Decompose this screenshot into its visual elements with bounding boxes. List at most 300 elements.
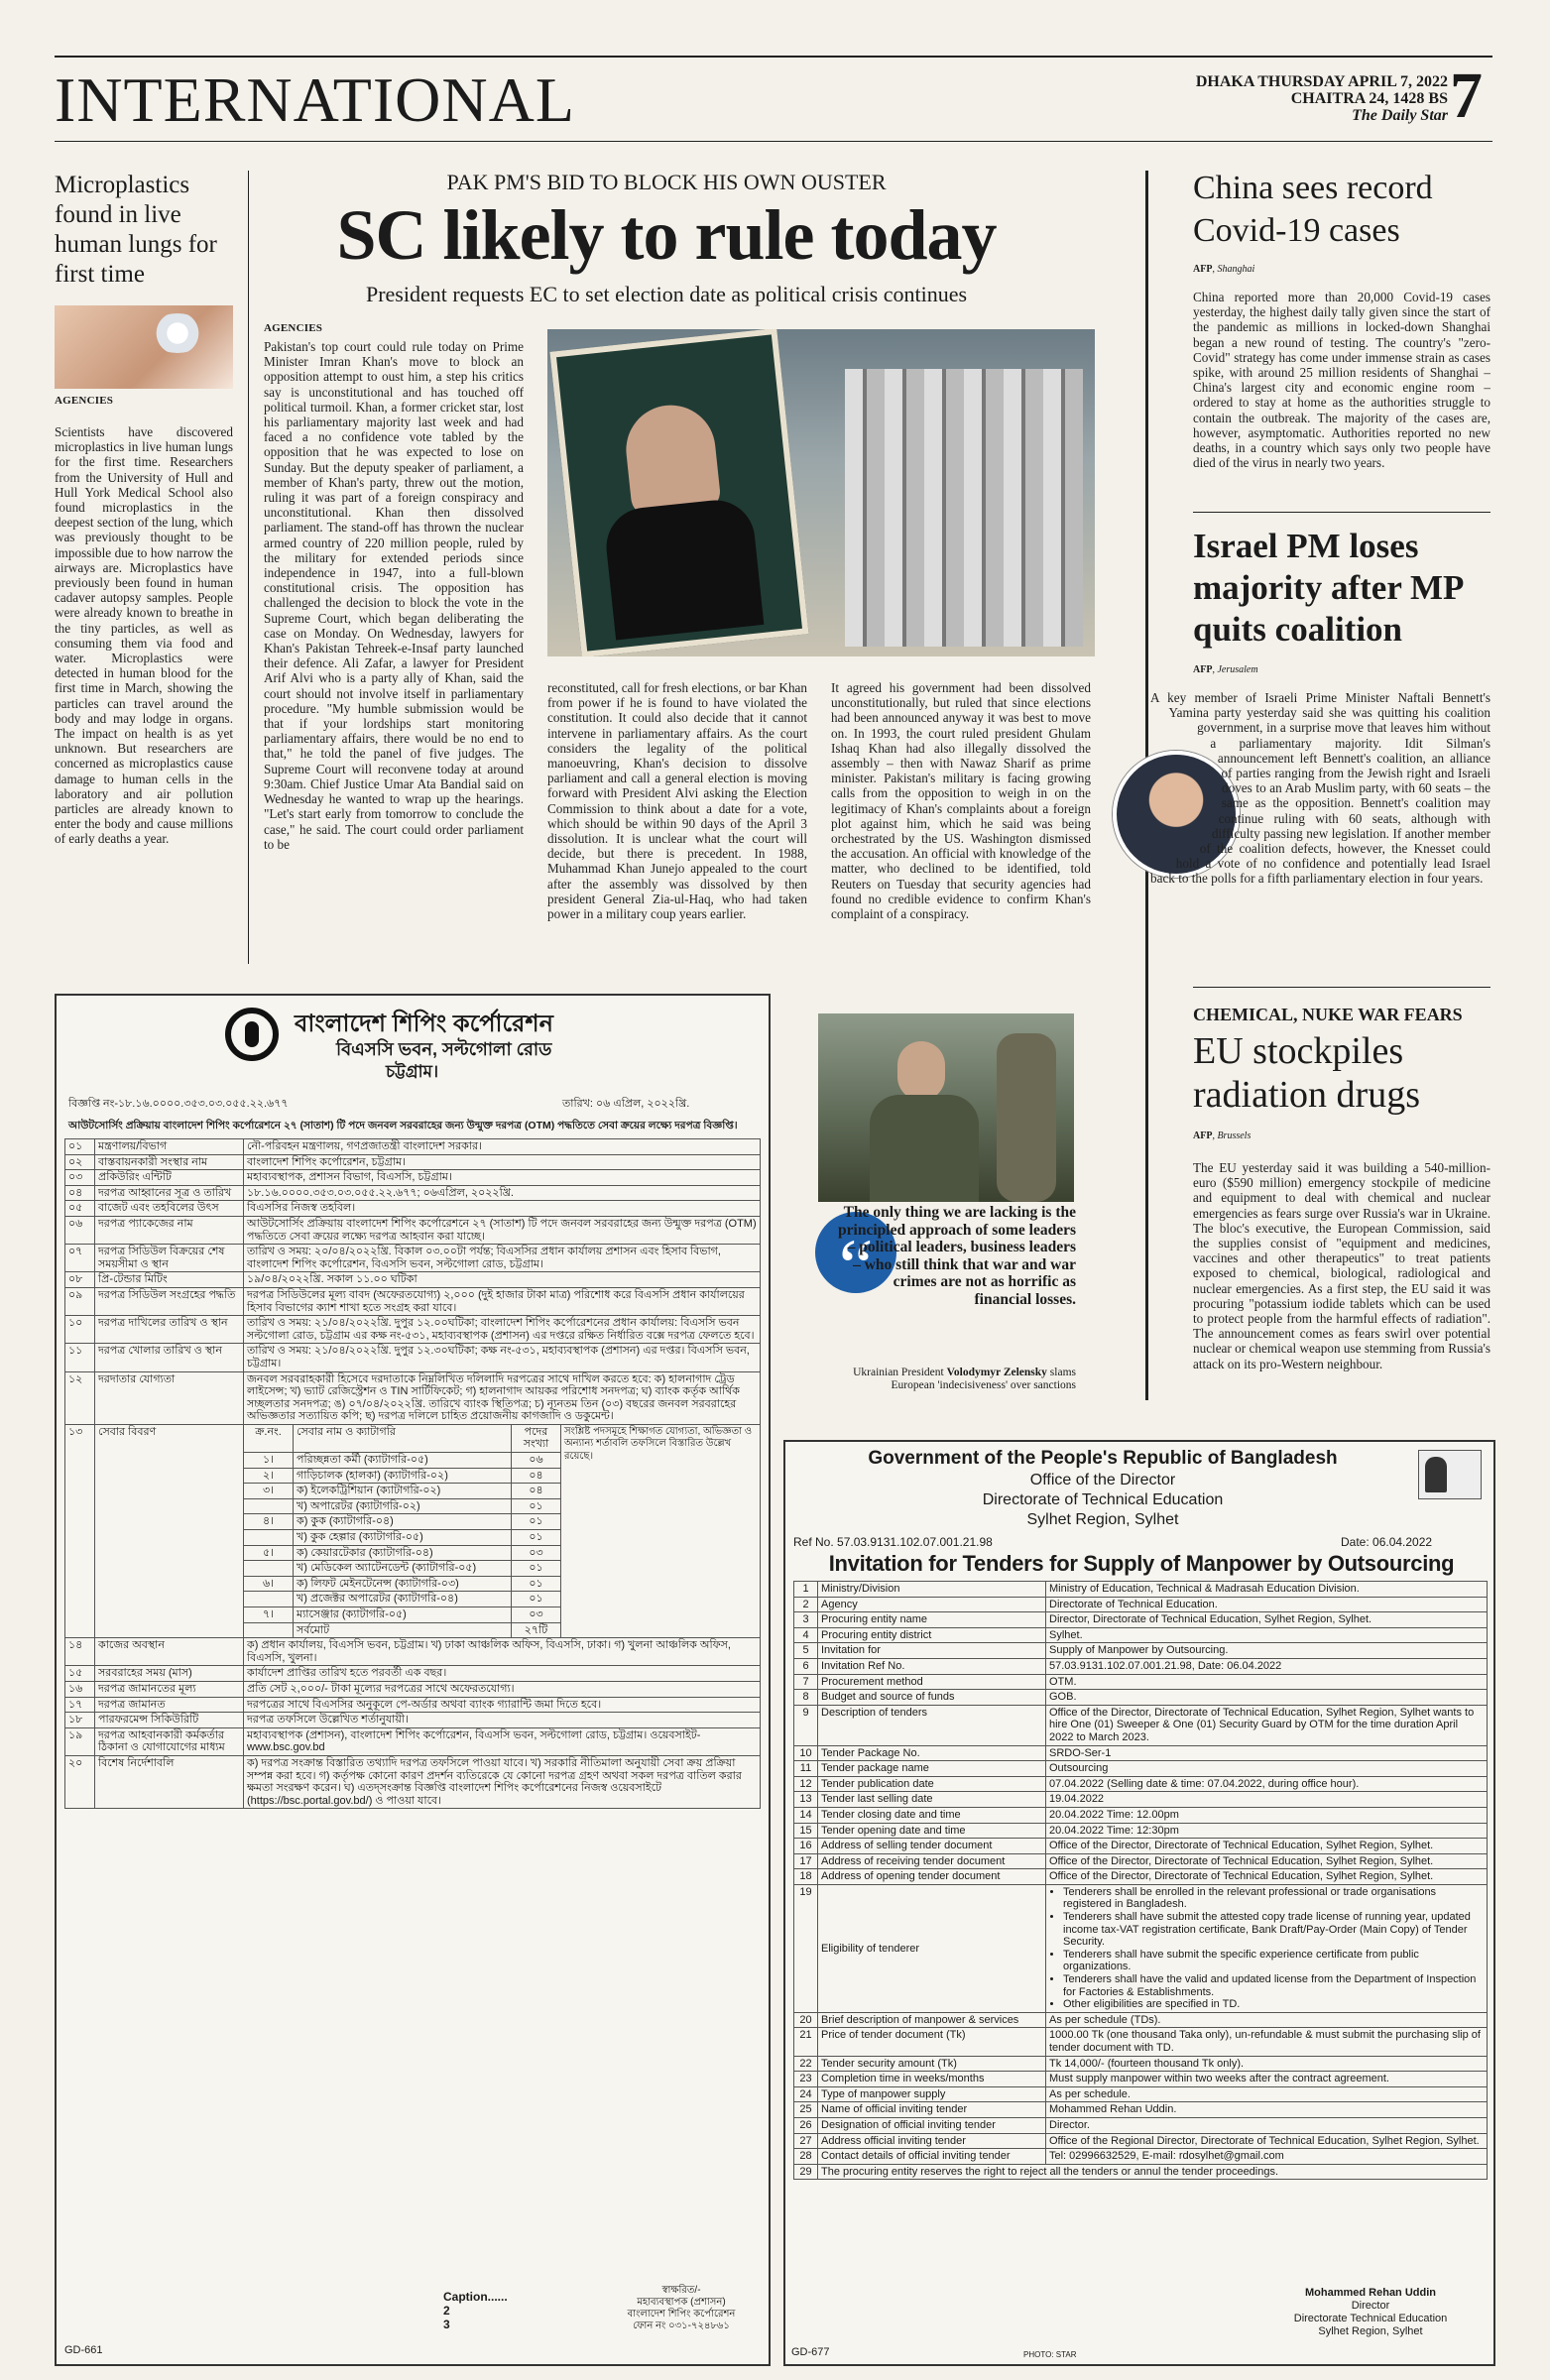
eu-kicker: CHEMICAL, NUKE WAR FEARS xyxy=(1193,1005,1463,1024)
mujib-logo-icon xyxy=(1418,1450,1482,1499)
svc-name: পরিচ্ছন্নতা কর্মী (ক্যাটাগরি-০৫) xyxy=(294,1453,512,1469)
row-value: Office of the Regional Director, Directorate of Technical Education, Sylhet Region, Sylhet. xyxy=(1046,2133,1488,2149)
eligibility-list xyxy=(1046,1884,1488,2012)
row-label: Type of manpower supply xyxy=(818,2086,1046,2102)
dte-row xyxy=(794,1776,1488,1792)
bsc-intro: আউটসোর্সিং প্রক্রিয়ায় বাংলাদেশ শিপিং কর্পোরেশনে ২৭ (সাতাশ) টি পদে জনবল সরবরাহের জন্য উন্মুক্ত দরপত্র (OTM) পদ্ধতিতে সেবা ক্রয়ের লক্ষ্যে দরপত্র বিজ্ঞপ্তি। xyxy=(68,1120,738,1131)
row-number: ১৮ xyxy=(65,1713,95,1728)
row-number: 24 xyxy=(794,2086,818,2102)
row-number: 10 xyxy=(794,1745,818,1761)
dte-row xyxy=(794,1761,1488,1777)
photo-credit: PHOTO: STAR xyxy=(1023,2350,1077,2359)
svc-count: ০১ xyxy=(512,1576,561,1592)
row-number: ১২ xyxy=(65,1371,95,1424)
svc-name: ক) ইলেকট্রিশিয়ান (ক্যাটাগরি-০২) xyxy=(294,1484,512,1499)
micro-headline: Microplastics found in live human lungs for first time xyxy=(55,172,217,288)
row-value: Tk 14,000/- (fourteen thousand Tk only). xyxy=(1046,2056,1488,2072)
svc-count: ২৭টি xyxy=(512,1622,561,1638)
pak-headline: SC likely to rule today xyxy=(336,195,997,275)
svc-head-name: সেবার নাম ও ক্যাটাগরি xyxy=(294,1424,512,1452)
bsc-row xyxy=(65,1201,761,1217)
row-number: 22 xyxy=(794,2056,818,2072)
svc-name: ক) কুক (ক্যাটাগরি-০৪) xyxy=(294,1514,512,1530)
row-label: Description of tenders xyxy=(818,1705,1046,1745)
dte-row xyxy=(794,2133,1488,2149)
row-number: 20 xyxy=(794,2012,818,2028)
row-number: 7 xyxy=(794,1674,818,1690)
row-label: Procuring entity name xyxy=(818,1612,1046,1628)
bsc-ref: বিজ্ঞপ্তি নং-১৮.১৬.০০০০.৩৫৩.০৩.০৫৫.২২.৬৭৭ xyxy=(68,1098,289,1110)
row-value: Ministry of Education, Technical & Madrasah Education Division. xyxy=(1046,1582,1488,1598)
row-label: পারফরমেন্স সিকিউরিটি xyxy=(95,1713,244,1728)
row-value: মহাব্যবস্থাপক, প্রশাসন বিভাগ, বিএসসি, চট্টগ্রাম। xyxy=(244,1170,761,1186)
row-number: ১৭ xyxy=(65,1697,95,1713)
row-number: 1 xyxy=(794,1582,818,1598)
svc-no: ২। xyxy=(244,1468,294,1484)
row-number: 11 xyxy=(794,1761,818,1777)
masthead-rule xyxy=(55,141,1492,142)
row-number: ০৯ xyxy=(65,1287,95,1315)
pak-col-2: reconstituted, call for fresh elections, or bar Khan from power if he is found to have violated the constitution. It could also decide that it cannot intervene in parliamentary affairs. As the court considers the legality of the political manoeuvring, Khan's decision to dissolve parliament and call a general election is moving forward with President Alvi asking the Election Commission to think about a date for a vote, which should be within 90 days of the April 3 dissolution. It is unclear what the court will decide, but there is precedent. In 1988, Muhammad Khan Junejo appealed to the court after the assembly was dissolved by then president General Zia-ul-Haq, who had taken power in a military coup years earlier. xyxy=(547,680,807,922)
bsc-row xyxy=(65,1371,761,1424)
dte-gov: Government of the People's Republic of Bangladesh xyxy=(868,1448,1338,1469)
dte-row xyxy=(794,1690,1488,1706)
row-number: 4 xyxy=(794,1627,818,1643)
row-label: Designation of official inviting tender xyxy=(818,2117,1046,2133)
row-number: ০৬ xyxy=(65,1216,95,1244)
row-value: দরপত্র তফসিলে উল্লেখিত শর্তানুযায়ী। xyxy=(244,1713,761,1728)
dte-tender-ad xyxy=(783,1440,1495,2366)
dte-row xyxy=(794,1792,1488,1808)
dte-gd: GD-677 xyxy=(791,2346,830,2358)
row-value: ক) দরপত্র সংক্রান্ত বিস্তারিত তথ্যাদি দরপত্র তফসিলে পাওয়া যাবে। খ) সরকারি নীতিমালা অনুযায়ী সেবা ক্রয় প্রক্রিয়া সম্পন্ন করা হবে। গ) কর্তৃপক্ষ কোনো কারণ প্রদর্শন ব্যতিরেকে যে কোনো দরপত্র গ্রহণ অথবা সকল দরপত্র বাতিল করার ক্ষমতা সংরক্ষণ করেন। ঘ) এতদ্‌সংক্রান্ত বিজ্ঞপ্তি বাংলাদেশ শিপিং কর্পোরেশনের নিজস্ব ওয়েবসাইটে (https://bsc.portal.gov.bd/) ও পাওয়া যাবে। xyxy=(244,1755,761,1808)
row-label: Eligibility of tenderer xyxy=(818,1884,1046,2012)
svc-count: ০৪ xyxy=(512,1468,561,1484)
caption-2: 2 xyxy=(443,2304,450,2318)
row-value: প্রতি সেট ২,০০০/- টাকা মূল্যের দরপত্রের সাথে অফেরতযোগ্য। xyxy=(244,1681,761,1697)
row-label: দরপত্র খোলার তারিখ ও স্থান xyxy=(95,1344,244,1371)
dte-row xyxy=(794,1597,1488,1612)
svc-name: ক) কেয়ারটেকার (ক্যাটাগরি-০৪) xyxy=(294,1545,512,1561)
row-label: মন্ত্রণালয়/বিভাগ xyxy=(95,1139,244,1155)
row-number: 21 xyxy=(794,2028,818,2056)
paper-name: The Daily Star xyxy=(1352,107,1448,124)
row-value: Tel: 02996632529, E-mail: rdosylhet@gmail.com xyxy=(1046,2149,1488,2165)
quote-mark-icon: “ xyxy=(815,1212,896,1293)
quote-who-pre: Ukrainian President xyxy=(853,1367,947,1378)
dte-sig-title: Director xyxy=(1351,2300,1390,2312)
row-value: ১৮.১৬.০০০০.৩৫৩.০৩.০৫৫.২২.৬৭৭; ০৬এপ্রিল, ২০২২খ্রি. xyxy=(244,1185,761,1201)
row-value: Office of the Director, Directorate of Technical Education, Sylhet Region, Sylhet wants to hire One (01) Sweeper & One (01) Security Guard by OTM for the time duration April 2022 to March 2023. xyxy=(1046,1705,1488,1745)
row-number: ০৪ xyxy=(65,1185,95,1201)
row-value: Outsourcing xyxy=(1046,1761,1488,1777)
pak-kicker: PAK PM'S BID TO BLOCK HIS OWN OUSTER xyxy=(446,170,887,194)
row-label: Tender security amount (Tk) xyxy=(818,2056,1046,2072)
row-value: Sylhet. xyxy=(1046,1627,1488,1643)
svc-name: খ) অপারেটর (ক্যাটাগরি-০২) xyxy=(294,1498,512,1514)
row-label: Budget and source of funds xyxy=(818,1690,1046,1706)
svc-count: ০৩ xyxy=(512,1607,561,1623)
svc-count: ০১ xyxy=(512,1514,561,1530)
micro-byline: AGENCIES xyxy=(55,395,114,407)
row-number: 9 xyxy=(794,1705,818,1745)
eligibility-item: • Tenderers shall have the valid and updated license from the Department of Inspection for Factories & Establishments. xyxy=(1063,1973,1484,1998)
row-number: ১১ xyxy=(65,1344,95,1371)
row-label: বিশেষ নির্দেশাবলি xyxy=(95,1755,244,1808)
row-number: 6 xyxy=(794,1658,818,1674)
bsc-row xyxy=(65,1344,761,1371)
eu-agency: AFP xyxy=(1193,1130,1213,1141)
row-value: তারিখ ও সময়: ২১/০৪/২০২২খ্রি. দুপুর ১২.০০ঘটিকা; বাংলাদেশ শিপিং কর্পোরেশনের প্রধান কার্যালয়: বিএসসি ভবন সল্টগোলা রোড, চট্টগ্রাম এর কক্ষ নং-৫৩১, মহাব্যবস্থাপক (প্রশাসন) এর দপ্তরে রক্ষিত নির্ধারিত বক্সে দরপত্র ফেলতে হবে। xyxy=(244,1316,761,1344)
dte-ref: Ref No. 57.03.9131.102.07.001.21.98 xyxy=(793,1535,993,1549)
quote-who-post: slams European 'indecisiveness' over sanctions xyxy=(891,1367,1076,1391)
israel-headline: Israel PM loses majority after MP quits coalition xyxy=(1193,527,1463,649)
dte-row xyxy=(794,1627,1488,1643)
eu-place: Brussels xyxy=(1217,1130,1252,1141)
row-value: GOB. xyxy=(1046,1690,1488,1706)
row-label: Tender package name xyxy=(818,1761,1046,1777)
row-number: 14 xyxy=(794,1807,818,1823)
svc-no: ৫। xyxy=(244,1545,294,1561)
dte-row xyxy=(794,1745,1488,1761)
row-number: ১৫ xyxy=(65,1666,95,1682)
bsc-row xyxy=(65,1316,761,1344)
row-value: The procuring entity reserves the right to reject all the tenders or annul the tender proceedings. xyxy=(818,2164,1488,2180)
china-headline: China sees record Covid-19 cases xyxy=(1193,170,1433,249)
pak-col-1: Pakistan's top court could rule today on Prime Minister Imran Khan's move to block an opposition attempt to oust him, a step his critics say is unconstitutional and has touched off political turmoil. Khan, a former cricket star, lost his parliamentary majority last week and had faced a no confidence vote tabled by the opposition that he was expected to lose on Sunday. But the deputy speaker of parliament, a member of Khan's party, threw out the motion, ruling it was part of a foreign conspiracy and unconstitutional. Khan then dissolved parliament. The stand-off has thrown the nuclear armed country of 220 million people, ruled by the military for extended periods since independence in 1947, into a full-blown constitutional crisis. The opposition has challenged the decision to block the vote in the Supreme Court, which began deliberating the case on Monday. On Wednesday, lawyers for Khan's Pakistan Tehreek-e-Insaf party launched their defence. Ali Zafar, a lawyer for President Arif Alvi who is a party ally of Khan, said the court should not involve itself in parliamentary procedure. "My humble submission would be that if your lordships start monitoring parliamentary affairs, there would be no end to that," he told the panel of five judges. The Supreme Court will reconvene today at around 9:30am. Chief Justice Umar Ata Bandial said on Wednesday he wanted to wrap up the hearings. "Let's start early from tomorrow to conclude the case," he said. The court could order parliament to be xyxy=(264,339,524,852)
row-label: Address official inviting tender xyxy=(818,2133,1046,2149)
row-value: Office of the Director, Directorate of Technical Education, Sylhet Region, Sylhet. xyxy=(1046,1853,1488,1869)
row-value: As per schedule. xyxy=(1046,2086,1488,2102)
bsc-logo xyxy=(225,1008,279,1061)
row-label: দরপত্র জামানতের মূল্য xyxy=(95,1681,244,1697)
row-number: ০৫ xyxy=(65,1201,95,1217)
eu-headline: EU stockpiles radiation drugs xyxy=(1193,1030,1421,1116)
row-value: Directorate of Technical Education. xyxy=(1046,1597,1488,1612)
svc-no xyxy=(244,1561,294,1577)
row-number: 19 xyxy=(794,1884,818,2012)
row-value: ১৯/০৪/২০২২খ্রি. সকাল ১১.০০ ঘটিকা xyxy=(244,1272,761,1288)
row-label: Completion time in weeks/months xyxy=(818,2072,1046,2087)
svc-no: ৭। xyxy=(244,1607,294,1623)
col-rule xyxy=(248,171,249,964)
svc-name: খ) কুক হেল্পার (ক্যাটাগরি-০৫) xyxy=(294,1530,512,1546)
row-label: দরদাতার যোগ্যতা xyxy=(95,1371,244,1424)
row-number: 28 xyxy=(794,2149,818,2165)
svc-name: ম্যাসেঞ্জার (ক্যাটাগরি-০৫) xyxy=(294,1607,512,1623)
dte-row xyxy=(794,2056,1488,2072)
dte-row xyxy=(794,2072,1488,2087)
bsc-city: চট্টগ্রাম। xyxy=(386,1062,439,1081)
pak-photo xyxy=(547,329,1095,656)
svc-name: সর্বমোট xyxy=(294,1622,512,1638)
quote-text: The only thing we are lacking is the principled approach of some leaders – political leaders, business leaders – who still think that war and war crimes are not as horrific as financial losses. xyxy=(838,1204,1076,1308)
row-number: ১৩ xyxy=(65,1424,95,1637)
bsc-address: বিএসসি ভবন, সল্টগোলা রোড xyxy=(336,1039,552,1059)
row-label: Tender last selling date xyxy=(818,1792,1046,1808)
row-number: 3 xyxy=(794,1612,818,1628)
row-value: জনবল সরবরাহকারী হিসেবে দরদাতাকে নিম্নলিখিত দলিলাদি দরপত্রের সাথে দাখিল করতে হবে: ক) হালনাগাদ ট্রেড লাইসেন্স; খ) ভ্যাট রেজিস্ট্রেশন ও TIN সার্টিফিকেট; গ) হালনাগাদ আয়কর পরিশোধ সনদপত্র; ঘ) ব্যাংক কর্তৃক আর্থিক সচ্ছলতার সনদপত্র; ঙ) ০৭/০৪/২০২২খ্রি. তারিখে ব্যাংক স্থিতিপত্র; চ) ন্যূনতম তিন (০৩) বছরের জনবল সরবরাহের অভিজ্ঞতার সত্যায়িত কপি; ছ) দরপত্র দলিলে চাহিত প্রয়োজনীয় কাগজাদি ও ডকুমেন্ট। xyxy=(244,1371,761,1424)
row-value: নৌ-পরিবহন মন্ত্রণালয়, গণপ্রজাতন্ত্রী বাংলাদেশ সরকার। xyxy=(244,1139,761,1155)
zelensky-photo xyxy=(818,1013,1074,1202)
row-label: Price of tender document (Tk) xyxy=(818,2028,1046,2056)
row-value: বিএসসির নিজস্ব তহবিল। xyxy=(244,1201,761,1217)
row-number: ০৩ xyxy=(65,1170,95,1186)
svc-no xyxy=(244,1592,294,1607)
row-label: দরপত্র আহ্বানের সূত্র ও তারিখ xyxy=(95,1185,244,1201)
row-number: 2 xyxy=(794,1597,818,1612)
row-label: সরবরাহের সময় (মাস) xyxy=(95,1666,244,1682)
dte-row xyxy=(794,1612,1488,1628)
figure-head xyxy=(897,1041,945,1101)
eu-body: The EU yesterday said it was building a 540-million-euro ($590 million) emergency stockpile of medicine and equipment to deal with chemical and nuclear emergencies as fears surge over Russia's war in Ukraine. The bloc's executive, the European Commission, said the supplies consist of "equipment and medicines, vaccines and other therapeutics" to treat patients exposed to chemical, biological, radiological and nuclear emergencies. As a first step, the EU said it was procuring "potassium iodide tablets which can be used to protect people from the harmful effects of radiation". The announcement comes as fears swirl over potential nuclear or chemical weapon use stemming from Russia's attack on its pro-Western neighbour. xyxy=(1193,1160,1490,1371)
row-label: দরপত্র জামানত xyxy=(95,1697,244,1713)
caption-3: 3 xyxy=(443,2318,450,2331)
row-label: Tender opening date and time xyxy=(818,1823,1046,1839)
dte-row xyxy=(794,1839,1488,1854)
bsc-row xyxy=(65,1245,761,1272)
row-number: 27 xyxy=(794,2133,818,2149)
row-value: 19.04.2022 xyxy=(1046,1792,1488,1808)
israel-body: A key member of Israeli Prime Minister Naftali Bennett's Yamina party yesterday said she was quitting his coalition government, in a surprise move that leaves him without a parliamentary majority. Idit Silman's announcement left Bennett's coalition, an alliance of parties ranging from the Jewish right and Israeli doves to an Arab Muslim party, with 60 seats – the same as the opposition. Bennett's coalition may continue ruling with 60 seats, although with difficulty passing new legislation. If another member of the coalition defects, however, the Knesset could hold a vote of no confidence and potentially lead Israel back to the polls for a fifth parliamentary election in four years. xyxy=(1150,690,1490,887)
bsc-org: বাংলাদেশ শিপিং কর্পোরেশন xyxy=(295,1011,553,1037)
svc-name: ক) লিফট মেইনটেনেন্স (ক্যাটাগরি-০৩) xyxy=(294,1576,512,1592)
row-value: Director. xyxy=(1046,2117,1488,2133)
row-label: Brief description of manpower & services xyxy=(818,2012,1046,2028)
row-number: ১৪ xyxy=(65,1638,95,1666)
dte-signature xyxy=(1252,2287,1490,2338)
row-label: Address of receiving tender document xyxy=(818,1853,1046,1869)
bsc-row xyxy=(65,1638,761,1666)
row-label: দরপত্র দাখিলের তারিখ ও স্থান xyxy=(95,1316,244,1344)
eligibility-item: • Other eligibilities are specified in TD. xyxy=(1063,1998,1484,2011)
dte-row xyxy=(794,1674,1488,1690)
pak-col-3: It agreed his government had been dissolved unconstitutionally, but ruled that since elections had been announced anyway it was best to move on. In 1993, the court ruled president Ghulam Ishaq Khan had also illegally dissolved the assembly – then with Nawaz Sharif as prime minister. Pakistan's military is facing growing calls from the opposition to weigh in on the legitimacy of Khan's complaints about a foreign plot against him, which he said was being orchestrated by the US. Washington dismissed the accusation. An official with knowledge of the matter, who declined to be identified, told Reuters on Tuesday that security agencies had found no credible evidence to confirm Khan's complaint of a conspiracy. xyxy=(831,680,1091,922)
svc-count: ০১ xyxy=(512,1530,561,1546)
svc-no: ৩। xyxy=(244,1484,294,1499)
row-value: তারিখ ও সময়: ২০/০৪/২০২২খ্রি. বিকাল ০৩.০০টা পর্যন্ত; বিএসসির প্রধান কার্যালয় প্রশাসন এবং হিসাব বিভাগ, বাংলাদেশ শিপিং কর্পোরেশন, বিএসসি ভবন, সল্টগোলা রোড, চট্টগ্রাম। xyxy=(244,1245,761,1272)
dte-date: Date: 06.04.2022 xyxy=(1341,1535,1433,1549)
row-number: ১৯ xyxy=(65,1727,95,1755)
row-value: SRDO-Ser-1 xyxy=(1046,1745,1488,1761)
micro-body: Scientists have discovered microplastics in live human lungs for the first time. Researchers from the University of Hull and Hull York Medical School also found microplastics in the deepest section of the lung, which was previously thought to be impossible due to how narrow the airways are. Microplastics have previously been found in human cadaver autopsy samples. People were already known to breathe in the tiny particles, as well as consuming them via food and water. Microplastics were detected in human blood for the first time in March, showing the particles can travel around the body and may lodge in organs. The impact on health is as yet unknown. But researchers are concerned as microplastics cause damage to human cells in the laboratory and air pollution particles are already known to enter the body and cause millions of early deaths a year. xyxy=(55,424,233,847)
dte-row xyxy=(794,1643,1488,1659)
israel-agency: AFP xyxy=(1193,664,1213,675)
row-number: ১০ xyxy=(65,1316,95,1344)
quote-who: Volodymyr Zelensky xyxy=(946,1367,1047,1378)
row-value: দরপত্রের সাথে বিএসসির অনুকূলে পে-অর্ডার অথবা ব্যাংক গ্যারান্টি জমা দিতে হবে। xyxy=(244,1697,761,1713)
caption-text: Caption...... xyxy=(443,2290,508,2304)
china-body: China reported more than 20,000 Covid-19 cases yesterday, the highest daily tally given since the start of the pandemic as millions in locked-down Shanghai began a new round of testing. The country's "zero-Covid" strategy has come under immense strain as cases spike, with around 25 million residents of Shanghai – China's largest city and economic engine room – ordered to stay at home as the authorities struggle to contain the outbreak. The majority of the cases are, however, asymptomatic. Authorities reported no new deaths, in a country which says only two people have died of the virus in nearly two years. xyxy=(1193,290,1490,471)
row-number: 8 xyxy=(794,1690,818,1706)
section-title: INTERNATIONAL xyxy=(55,64,575,135)
svc-name: খ) মেডিকেল অ্যাটেনডেন্ট (ক্যাটাগরি-০৫) xyxy=(294,1561,512,1577)
dte-title: Invitation for Tenders for Supply of Manpower by Outsourcing xyxy=(828,1551,1455,1576)
row-label: Tender Package No. xyxy=(818,1745,1046,1761)
bsc-sig-line-3: বাংলাদেশ শিপিং কর্পোরেশন xyxy=(627,2309,736,2320)
bsc-row xyxy=(65,1170,761,1186)
dte-row xyxy=(794,1582,1488,1598)
dte-row xyxy=(794,2164,1488,2180)
row-value: OTM. xyxy=(1046,1674,1488,1690)
row-label: বাজেট এবং তহবিলের উৎস xyxy=(95,1201,244,1217)
row-value: 20.04.2022 Time: 12:30pm xyxy=(1046,1823,1488,1839)
svc-head-count: পদের সংখ্যা xyxy=(512,1424,561,1452)
dte-row xyxy=(794,2012,1488,2028)
bsc-row xyxy=(65,1666,761,1682)
svc-no xyxy=(244,1622,294,1638)
dte-table-main xyxy=(793,1581,1488,2180)
pak-byline: AGENCIES xyxy=(264,322,323,334)
row-value: মহাব্যবস্থাপক (প্রশাসন), বাংলাদেশ শিপিং কর্পোরেশন, বিএসসি ভবন, সল্টগোলা রোড, চট্টগ্রাম। ওয়েবসাইট-www.bsc.gov.bd xyxy=(244,1727,761,1755)
svc-count: ০৪ xyxy=(512,1484,561,1499)
row-value: 57.03.9131.102.07.001.21.98, Date: 06.04.2022 xyxy=(1046,1658,1488,1674)
dateline xyxy=(1180,73,1448,124)
bsc-row xyxy=(65,1697,761,1713)
row-label: Address of selling tender document xyxy=(818,1839,1046,1854)
row-value: 07.04.2022 (Selling date & time: 07.04.2022, during office hour). xyxy=(1046,1776,1488,1792)
eligibility-item: • Tenderers shall be enrolled in the relevant professional or trade organisations registered in Bangladesh. xyxy=(1063,1886,1484,1911)
row-number: 13 xyxy=(794,1792,818,1808)
row-label: বাস্তবায়নকারী সংস্থার নাম xyxy=(95,1154,244,1170)
svc-no: ১। xyxy=(244,1453,294,1469)
israel-place: Jerusalem xyxy=(1217,664,1258,675)
svc-count: ০৬ xyxy=(512,1453,561,1469)
china-rule xyxy=(1193,512,1490,513)
row-value: As per schedule (TDs). xyxy=(1046,2012,1488,2028)
row-label: Name of official inviting tender xyxy=(818,2102,1046,2118)
dte-row xyxy=(794,2028,1488,2056)
dte-row xyxy=(794,2102,1488,2118)
dte-sig-region: Sylhet Region, Sylhet xyxy=(1318,2325,1423,2337)
eu-byline: AFP, Brussels xyxy=(1193,1130,1252,1141)
dte-row xyxy=(794,1705,1488,1745)
bangla-date: CHAITRA 24, 1428 BS xyxy=(1290,90,1448,107)
caption-marker xyxy=(443,2290,508,2331)
mujib-logo-mark xyxy=(1425,1457,1447,1492)
row-label: Address of opening tender document xyxy=(818,1869,1046,1885)
israel-body-wrap xyxy=(1150,690,1490,968)
dte-row xyxy=(794,2117,1488,2133)
china-byline: AFP, Shanghai xyxy=(1193,264,1255,275)
row-label: Invitation Ref No. xyxy=(818,1658,1046,1674)
bsc-row xyxy=(65,1154,761,1170)
dte-row xyxy=(794,1823,1488,1839)
row-number: 16 xyxy=(794,1839,818,1854)
bsc-row xyxy=(65,1216,761,1244)
portrait-body xyxy=(603,497,765,641)
row-label: Tender closing date and time xyxy=(818,1807,1046,1823)
row-number: ২০ xyxy=(65,1755,95,1808)
row-value: দরপত্র সিডিউলের মূল্য বাবদ (অফেরতযোগ্য) ২,০০০ (দুই হাজার টাকা মাত্র) পরিশোধ করে বিএসসি প্রধান কার্যালয়ের হিসাব বিভাগের ক্যাশ শাখা হতে সংগ্রহ করা যাবে। xyxy=(244,1287,761,1315)
svc-name: খ) প্রজেক্টর অপারেটর (ক্যাটাগরি-০৪) xyxy=(294,1592,512,1607)
row-number: ০১ xyxy=(65,1139,95,1155)
row-value: আউটসোর্সিং প্রক্রিয়ায় বাংলাদেশ শিপিং কর্পোরেশনে ২৭ (সাতাশ) টি পদে জনবল সরবরাহের জন্য উন্মুক্ত দরপত্র (OTM) পদ্ধতিতে সেবা ক্রয়ের লক্ষ্যে দরপত্র আহবান করা যাচ্ছে। xyxy=(244,1216,761,1244)
svc-count: ০১ xyxy=(512,1498,561,1514)
poster-shape xyxy=(549,329,808,656)
bsc-sig-line-1: স্বাক্ষরিত/- xyxy=(661,2285,701,2296)
dte-row xyxy=(794,1658,1488,1674)
particles-shape xyxy=(149,313,206,353)
dte-row xyxy=(794,1853,1488,1869)
row-label: দরপত্র সিডিউল বিক্রয়ের শেষ সময়সীমা ও স্থান xyxy=(95,1245,244,1272)
soldier-shape xyxy=(997,1033,1056,1202)
row-label: সেবার বিবরণ xyxy=(95,1424,244,1637)
dte-eligibility-row xyxy=(794,1884,1488,2012)
dte-office: Office of the Director xyxy=(1029,1472,1176,1488)
row-value: Mohammed Rehan Uddin. xyxy=(1046,2102,1488,2118)
bsc-row xyxy=(65,1755,761,1808)
row-value: 20.04.2022 Time: 12.00pm xyxy=(1046,1807,1488,1823)
dte-region: Sylhet Region, Sylhet xyxy=(1026,1511,1179,1528)
svc-count: ০১ xyxy=(512,1561,561,1577)
row-value: Must supply manpower within two weeks after the contract agreement. xyxy=(1046,2072,1488,2087)
dte-table xyxy=(793,1581,1488,2334)
bsc-signature xyxy=(612,2285,751,2332)
row-number: 23 xyxy=(794,2072,818,2087)
row-number: 18 xyxy=(794,1869,818,1885)
svc-count: ০৩ xyxy=(512,1545,561,1561)
dte-row xyxy=(794,2086,1488,2102)
row-number: 26 xyxy=(794,2117,818,2133)
bsc-sig-line-2: মহাব্যবস্থাপক (প্রশাসন) xyxy=(637,2297,726,2308)
israel-rule xyxy=(1193,987,1490,988)
china-agency: AFP xyxy=(1193,264,1213,275)
svc-no: ৪। xyxy=(244,1514,294,1530)
bsc-row xyxy=(65,1139,761,1155)
bsc-table xyxy=(64,1138,761,2343)
row-value: কার্যাদেশ প্রাপ্তির তারিখ হতে পরবর্তী এক বছর। xyxy=(244,1666,761,1682)
row-label: প্রি-টেন্ডার মিটিং xyxy=(95,1272,244,1288)
bsc-sig-line-4: ফোন নং ০৩১-৭২৪৮৬১ xyxy=(633,2320,730,2331)
israel-byline: AFP, Jerusalem xyxy=(1193,664,1258,675)
dte-row xyxy=(794,2149,1488,2165)
svc-name: গাড়িচালক (হালকা) (ক্যাটাগরি-০২) xyxy=(294,1468,512,1484)
row-label: Agency xyxy=(818,1597,1046,1612)
row-value: Director, Directorate of Technical Education, Sylhet Region, Sylhet. xyxy=(1046,1612,1488,1628)
bsc-row xyxy=(65,1681,761,1697)
row-label: দরপত্র আহবানকারী কর্মকর্তার ঠিকানা ও যোগাযোগের মাধ্যম xyxy=(95,1727,244,1755)
row-value: বাংলাদেশ শিপিং কর্পোরেশন, চট্টগ্রাম। xyxy=(244,1154,761,1170)
row-number: ০২ xyxy=(65,1154,95,1170)
row-number: 5 xyxy=(794,1643,818,1659)
bsc-row xyxy=(65,1272,761,1288)
row-label: Ministry/Division xyxy=(818,1582,1046,1598)
eligibility-bullets xyxy=(1049,1886,1484,2011)
bsc-tender-ad xyxy=(55,994,771,2366)
row-label: Contact details of official inviting tender xyxy=(818,2149,1046,2165)
dte-directorate: Directorate of Technical Education xyxy=(982,1491,1224,1508)
row-value: 1000.00 Tk (one thousand Taka only), un-refundable & must submit the purchasing slip of tender document with TD. xyxy=(1046,2028,1488,2056)
china-place: Shanghai xyxy=(1217,264,1255,275)
quote-attribution xyxy=(821,1367,1076,1392)
page-number: 7 xyxy=(1450,60,1483,132)
row-label: Procurement method xyxy=(818,1674,1046,1690)
bsc-table-main xyxy=(64,1138,761,1809)
bsc-logo-mark xyxy=(245,1021,259,1047)
row-value: Office of the Director, Directorate of Technical Education, Sylhet Region, Sylhet. xyxy=(1046,1869,1488,1885)
dte-row xyxy=(794,1869,1488,1885)
row-label: দরপত্র প্যাকেজের নাম xyxy=(95,1216,244,1244)
top-rule xyxy=(55,56,1492,58)
shop-background xyxy=(845,369,1083,647)
row-value: তারিখ ও সময়: ২১/০৪/২০২২খ্রি. দুপুর ১২.৩০ঘটিকা; কক্ষ নং-৫৩১, মহাব্যবস্থাপক (প্রশাসন) এর দপ্তর। বিএসসি ভবন, চট্টগ্রাম। xyxy=(244,1344,761,1371)
row-number: 29 xyxy=(794,2164,818,2180)
row-number: 15 xyxy=(794,1823,818,1839)
row-label: Invitation for xyxy=(818,1643,1046,1659)
date-text: DHAKA THURSDAY APRIL 7, 2022 xyxy=(1195,73,1448,90)
svc-no xyxy=(244,1530,294,1546)
